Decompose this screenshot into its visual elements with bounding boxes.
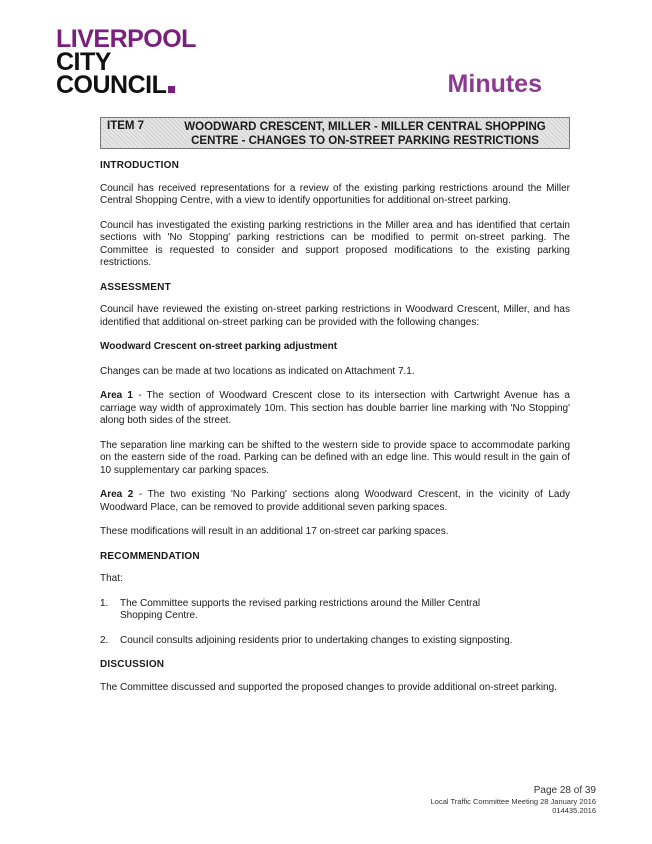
- recommendation-heading: RECOMMENDATION: [100, 550, 200, 562]
- area-2-paragraph: [100, 489, 570, 514]
- recommendation-item: [100, 598, 570, 623]
- recommendation-intro: That:: [100, 573, 123, 584]
- introduction-paragraph-1: Council has received representations for a review of the existing parking restrictions around the Miller Central Shopping Centre, with a view to identify opportunities for additional on-street parking.: [100, 182, 570, 206]
- recommendation-item-number: 1.: [100, 597, 109, 609]
- recommendation-item-number: 2.: [100, 634, 109, 646]
- logo-line-1: LIVERPOOL: [56, 25, 196, 53]
- assessment-paragraph-4: These modifications will result in an additional 17 on-street car parking spaces.: [100, 526, 449, 537]
- assessment-paragraph-2: Changes can be made at two locations as indicated on Attachment 7.1.: [100, 365, 415, 377]
- meeting-name: Local Traffic Committee Meeting 28 January 2016: [430, 797, 596, 806]
- item-title-line-1: WOODWARD CRESCENT, MILLER - MILLER CENTRAL SHOPPING: [184, 121, 546, 133]
- area-1-paragraph: [100, 390, 570, 428]
- logo-dot-icon: [168, 86, 175, 93]
- assessment-subheading: Woodward Crescent on-street parking adjustment: [100, 341, 338, 352]
- council-logo: [56, 25, 196, 99]
- area-1-label: Area 1: [100, 390, 133, 401]
- item-heading-box: [100, 117, 570, 149]
- assessment-heading: ASSESSMENT: [100, 281, 171, 293]
- logo-line-3: COUNCIL: [56, 74, 196, 97]
- item-number: ITEM 7: [107, 120, 145, 132]
- document-reference: 014435.2016: [552, 806, 596, 815]
- recommendation-item-text: The Committee supports the revised parking restrictions around the Miller Central Shopping Centre.: [120, 597, 481, 621]
- page-footer: [431, 785, 596, 815]
- discussion-paragraph: The Committee discussed and supported the proposed changes to provide additional on-street parking.: [100, 681, 557, 693]
- logo-line-2: CITY: [56, 48, 111, 76]
- page-number: Page 28 of 39: [533, 785, 596, 796]
- item-title-line-2: CENTRE - CHANGES TO ON-STREET PARKING RESTRICTIONS: [191, 135, 539, 147]
- assessment-paragraph-1: Council have reviewed the existing on-street parking restrictions in Woodward Crescent, Miller, and has identified that additional on-street parking can be provided with the following changes:: [100, 304, 570, 328]
- area-2-text: - The two existing 'No Parking' sections along Woodward Crescent, in the vicinity of Lady Woodward Place, can be removed to provide additional seven parking spaces.: [100, 489, 571, 513]
- area-1-text: - The section of Woodward Crescent close to its intersection with Cartwright Avenue has a carriage way width of approximately 10m. This section has double barrier line marking with 'No Stopping' along both sides of the street.: [100, 390, 570, 426]
- discussion-heading: DISCUSSION: [100, 659, 165, 670]
- area-2-label: Area 2: [100, 489, 134, 500]
- introduction-heading: INTRODUCTION: [100, 160, 180, 171]
- introduction-paragraph-2: Council has investigated the existing parking restrictions in the Miller area and has identified that certain sections with 'No Stopping' parking restrictions can be modified to permit on-street parking. The Committee is requested to consider and support proposed modifications to the existing parking restrictions.: [100, 219, 570, 268]
- document-body: [100, 160, 570, 706]
- minutes-label: Minutes: [447, 70, 542, 98]
- assessment-paragraph-3: The separation line marking can be shifted to the western side to provide space to accommodate parking on the eastern side of the road. Parking can be defined with an edge line. This would result in the gain of 10 supplementary car parking spaces.: [100, 439, 570, 476]
- item-title: [169, 120, 561, 148]
- recommendation-item: [100, 635, 570, 648]
- recommendation-item-text: Council consults adjoining residents prior to undertaking changes to existing signposting.: [120, 634, 513, 646]
